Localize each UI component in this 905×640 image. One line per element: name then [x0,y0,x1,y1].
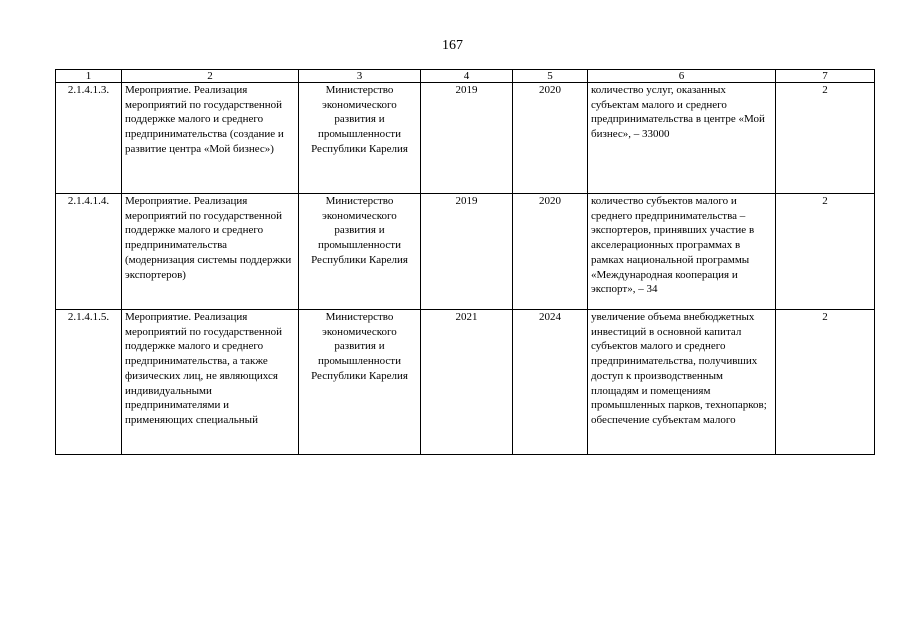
responsible-executor: Министерство экономического развития и промышленности Республики Карелия [299,83,421,194]
item-code: 2.1.4.1.3. [56,83,122,194]
end-year: 2024 [513,310,588,455]
end-year: 2020 [513,83,588,194]
column-number-row [56,70,875,83]
column-number: 7 [776,70,875,83]
expected-result: количество субъектов малого и среднего предпринимательства – экспортеров, принявших участие в акселерационных программах в рамках национальной программы «Международная кооперация и экспорт», – 34 [588,194,776,310]
expected-result: количество услуг, оказанных субъектам малого и среднего предпринимательства в центре «Мой бизнес», – 33000 [588,83,776,194]
column-number: 4 [421,70,513,83]
column-number: 2 [122,70,299,83]
responsible-executor: Министерство экономического развития и промышленности Республики Карелия [299,310,421,455]
column-number: 5 [513,70,588,83]
column-number: 1 [56,70,122,83]
item-code: 2.1.4.1.5. [56,310,122,455]
start-year: 2019 [421,83,513,194]
end-year: 2020 [513,194,588,310]
expected-result: увеличение объема внебюджетных инвестиций в основной капитал субъектов малого и среднего предпринимательства, получивших доступ к производственным площадям и помещениям промышленных парков, технопарков; обеспечение субъектам малого [588,310,776,455]
event-description: Мероприятие. Реализация мероприятий по государственной поддержке малого и среднего предпринимательства, а также физических лиц, не являющихся индивидуальными предпринимателями и применяющих специальный [122,310,299,455]
item-code: 2.1.4.1.4. [56,194,122,310]
responsible-executor: Министерство экономического развития и промышленности Республики Карелия [299,194,421,310]
table-row [56,194,875,310]
start-year: 2019 [421,194,513,310]
event-description: Мероприятие. Реализация мероприятий по государственной поддержке малого и среднего предпринимательства (модернизация системы поддержки экспортеров) [122,194,299,310]
table-row [56,83,875,194]
program-measures-table [55,69,875,455]
column-number: 6 [588,70,776,83]
start-year: 2021 [421,310,513,455]
table-row [56,310,875,455]
event-description: Мероприятие. Реализация мероприятий по государственной поддержке малого и среднего предпринимательства (создание и развитие центра «Мой бизнес») [122,83,299,194]
column-number: 3 [299,70,421,83]
indicator-reference: 2 [776,310,875,455]
indicator-reference: 2 [776,194,875,310]
indicator-reference: 2 [776,83,875,194]
page-number: 167 [442,38,463,53]
